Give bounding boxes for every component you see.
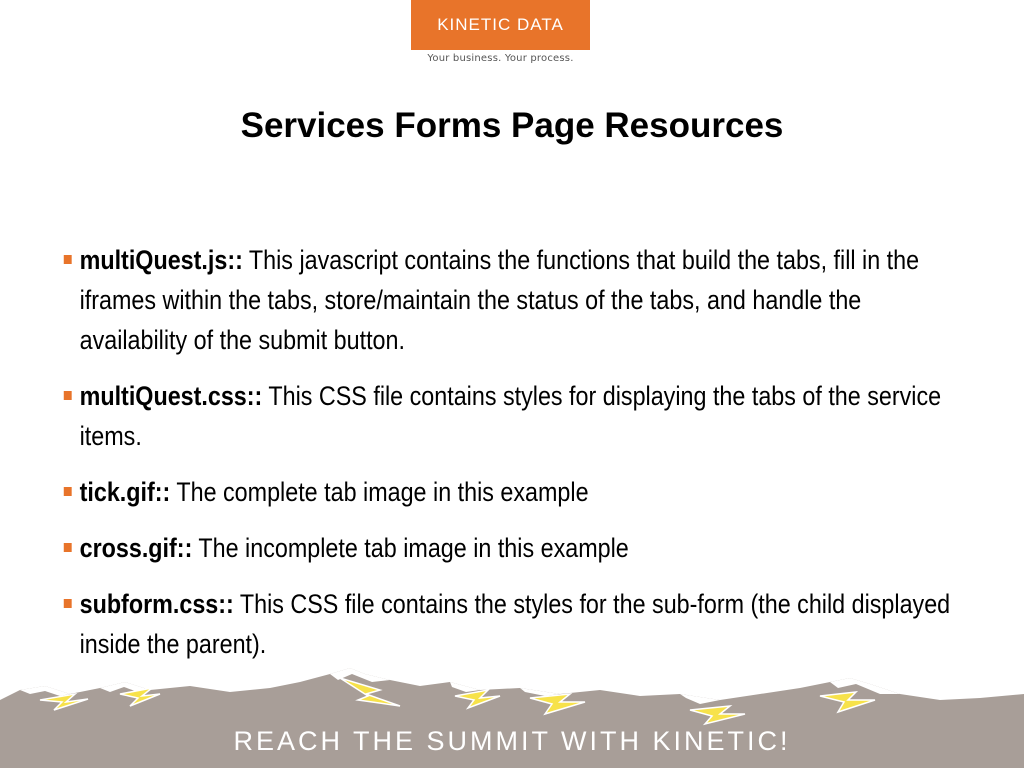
bullet-square-icon [64,255,72,264]
list-item [62,584,964,664]
resource-list [62,240,962,680]
resource-term: multiQuest.js:: [79,245,243,275]
logo-wordmark: KINETIC DATA [411,0,590,50]
resource-term: cross.gif:: [79,533,193,563]
resource-description: This CSS file contains the styles for the sub-form (the child displayed inside the parent). [79,589,951,659]
bullet-square-icon [64,391,72,400]
resource-description: This CSS file contains styles for displaying the tabs of the service items. [79,381,942,451]
resource-description: This javascript contains the functions that build the tabs, fill in the iframes within the tabs, store/maintain the status of the tabs, and handle the availability of the submit button. [79,245,920,355]
slide-title: Services Forms Page Resources [240,106,784,145]
resource-term: subform.css:: [79,589,234,619]
footer-banner [0,660,1024,768]
resource-term: tick.gif:: [79,477,171,507]
footer-slogan: REACH THE SUMMIT WITH KINETIC! [233,726,791,756]
logo-tagline: Your business. Your process. [427,53,574,64]
list-item [62,376,964,456]
list-item [62,240,964,360]
bullet-square-icon [64,599,72,608]
resource-term: multiQuest.css:: [79,381,263,411]
bullet-square-icon [64,543,72,552]
bullet-square-icon [64,487,72,496]
list-item [62,472,964,512]
kinetic-data-logo [411,0,590,66]
resource-description: The complete tab image in this example [170,477,589,507]
resource-description: The incomplete tab image in this example [192,533,629,563]
list-item [62,528,964,568]
